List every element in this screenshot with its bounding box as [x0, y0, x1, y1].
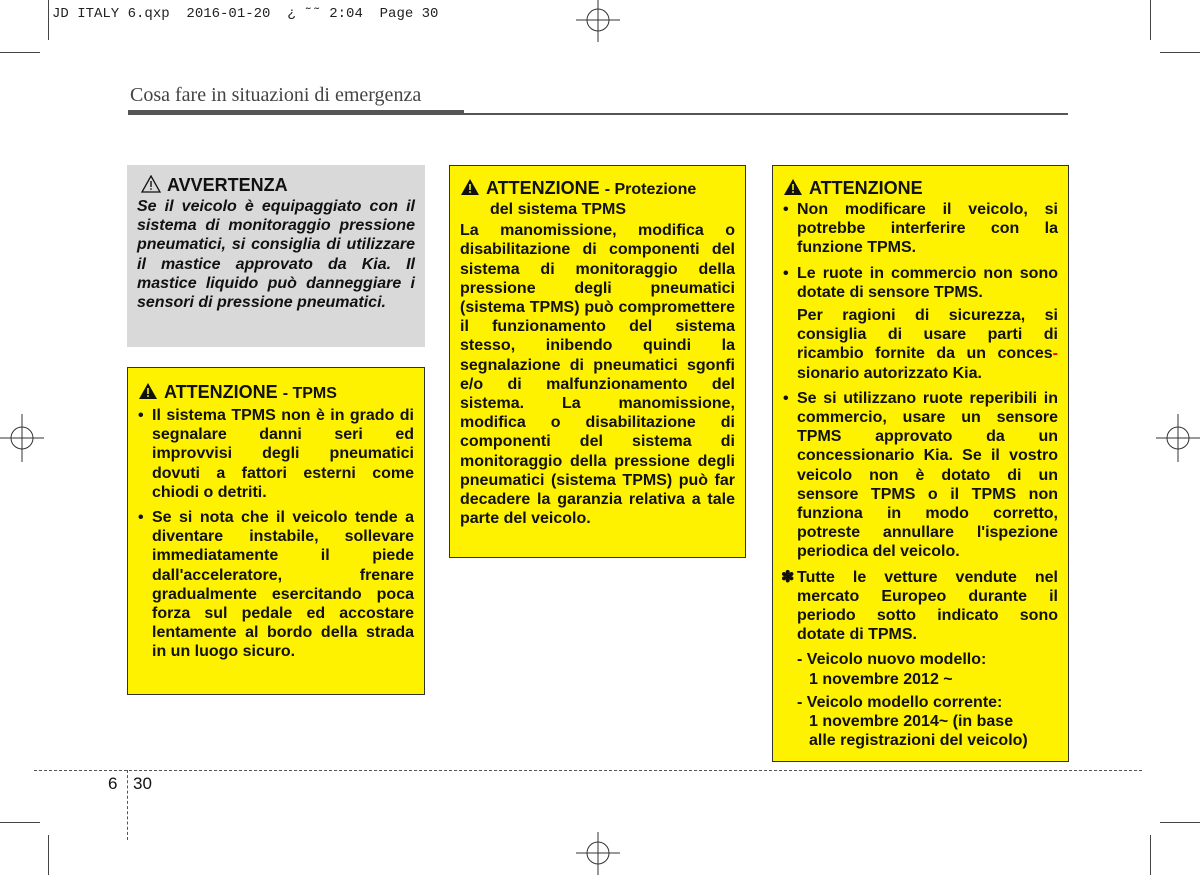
tpms-note-text: Tutte le vetture vendute nel mercato Europeo durante il periodo sotto indicato sono dotate di TPMS.: [797, 568, 1058, 644]
crop-mark: [0, 822, 40, 823]
crop-mark: [1160, 822, 1200, 823]
attenzione-protezione-title: [460, 178, 735, 200]
registration-crosshair-icon: [1156, 414, 1200, 462]
registration-crosshair-icon: [0, 414, 44, 462]
page-number: 30: [133, 774, 152, 793]
warning-triangle-outline-icon: [141, 175, 161, 193]
attenzione-tpms-title: [138, 382, 414, 404]
ricambio-text: Per ragioni di sicurezza, si consiglia di usare parti di ricambio fornite da un conces: [797, 307, 1058, 363]
crop-mark: [1150, 835, 1151, 875]
crop-mark: [0, 52, 40, 53]
right-bullet-list: [783, 200, 1058, 302]
dash-item-date: 1 novembre 2012 ~: [809, 670, 953, 688]
dash-item-note: alle registrazioni del veicolo): [809, 732, 1028, 750]
attenzione-protezione-subtitle-line2: del sistema TPMS: [490, 201, 627, 218]
attenzione-protezione-subtitle: - Protezione: [604, 181, 697, 198]
right-bullet-list-2: [783, 389, 1058, 562]
avvertenza-title-text: AVVERTENZA: [167, 175, 288, 195]
print-slug-header: JD ITALY 6.qxp 2016-01-20 ¿ ˜˜ 2:04 Page 30: [52, 6, 439, 22]
title-rule-thick: [128, 110, 464, 115]
protezione-body: La manomissione, modifica o disabilitazione di componenti del sistema di monitoraggio della pressione degli pneumatici (sistema TPMS) può compromettere il funzionamento del sistema stesso, inibendo quindi la segnalazione di pneumatici sgonfi e/o di malfunzionamento del sistema. La manomissione, modifica o disabilitazione di componenti del sistema di monitoraggio della pressione degli pneumatici (sistema TPMS) può far decadere la garanzia relativa a tale parte del veicolo.: [460, 222, 735, 528]
tpms-bullet-list: [138, 406, 414, 662]
list-item: • Il sistema TPMS non è in grado di segnalare danni seri ed improvvisi degli pneumatici dovuti a fattori esterni come chiodi o detriti.: [138, 406, 414, 502]
attenzione-protezione-box: [449, 165, 746, 558]
avvertenza-body: Se il veicolo è equipaggiato con il sistema di monitoraggio pressione pneumatici, si consiglia di utilizzare il mastice approvato da Kia. Il mastice liquido può danneggiare i sensori di pressione pneumatici.: [137, 198, 415, 312]
crop-mark: [48, 835, 49, 875]
crop-mark: [48, 0, 49, 40]
avvertenza-title: [137, 175, 415, 195]
footer-vertical-dotted-rule: [127, 770, 128, 840]
warning-triangle-filled-icon: [783, 178, 803, 196]
dash-item-date: 1 novembre 2014~ (in base: [809, 713, 1014, 731]
crop-mark: [1160, 52, 1200, 53]
footer-dotted-rule: [34, 770, 1142, 771]
asterisk-note-icon: ✽: [781, 568, 795, 586]
attenzione-right-box: [772, 165, 1069, 762]
title-rule-thin: [464, 113, 1068, 115]
list-item: • Le ruote in commercio non sono dotate di sensore TPMS.: [783, 264, 1058, 302]
list-item: • Non modificare il veicolo, si potrebbe interferire con la funzione TPMS.: [783, 200, 1058, 258]
attenzione-tpms-title-text: ATTENZIONE: [164, 382, 278, 402]
warning-triangle-filled-icon: [138, 382, 158, 400]
chapter-number: 6: [108, 774, 118, 793]
dash-item-nuovo-modello: [783, 650, 1058, 688]
dash-item-modello-corrente: [783, 693, 1058, 751]
ricambio-hyphen: -: [1052, 345, 1058, 363]
attenzione-tpms-subtitle: - TPMS: [282, 385, 337, 402]
ricambio-text-end: sionario autorizzato Kia.: [797, 364, 982, 382]
warning-triangle-filled-icon: [460, 178, 480, 196]
crop-mark: [1150, 0, 1151, 40]
registration-crosshair-icon: [574, 832, 622, 875]
dash-item-label: - Veicolo modello corrente:: [797, 693, 1003, 711]
attenzione-right-title: [783, 178, 1058, 198]
attenzione-tpms-box: [127, 367, 425, 695]
attenzione-right-title-text: ATTENZIONE: [809, 178, 923, 198]
section-title: Cosa fare in situazioni di emergenza: [130, 84, 422, 106]
avvertenza-box: [127, 165, 425, 347]
tpms-note: [783, 568, 1058, 645]
list-item: • Se si utilizzano ruote reperibili in commercio, usare un sensore TPMS approvato da un concessionario Kia. Se il vostro veicolo non è dotato di un sensore TPMS o il TPMS non funziona in modo corretto, potreste annullare l'ispezione periodica del veicolo.: [783, 389, 1058, 562]
dash-item-label: - Veicolo nuovo modello:: [797, 651, 987, 669]
ricambio-paragraph: [783, 306, 1058, 383]
registration-crosshair-icon: [574, 0, 622, 42]
list-item: • Se si nota che il veicolo tende a diventare instabile, sollevare immediatamente il piede dall'acceleratore, frenare gradualmente esercitando poca forza sul pedale ed accostare lentamente al bordo della strada in un luogo sicuro.: [138, 508, 414, 662]
attenzione-protezione-title-text: ATTENZIONE: [486, 178, 600, 198]
